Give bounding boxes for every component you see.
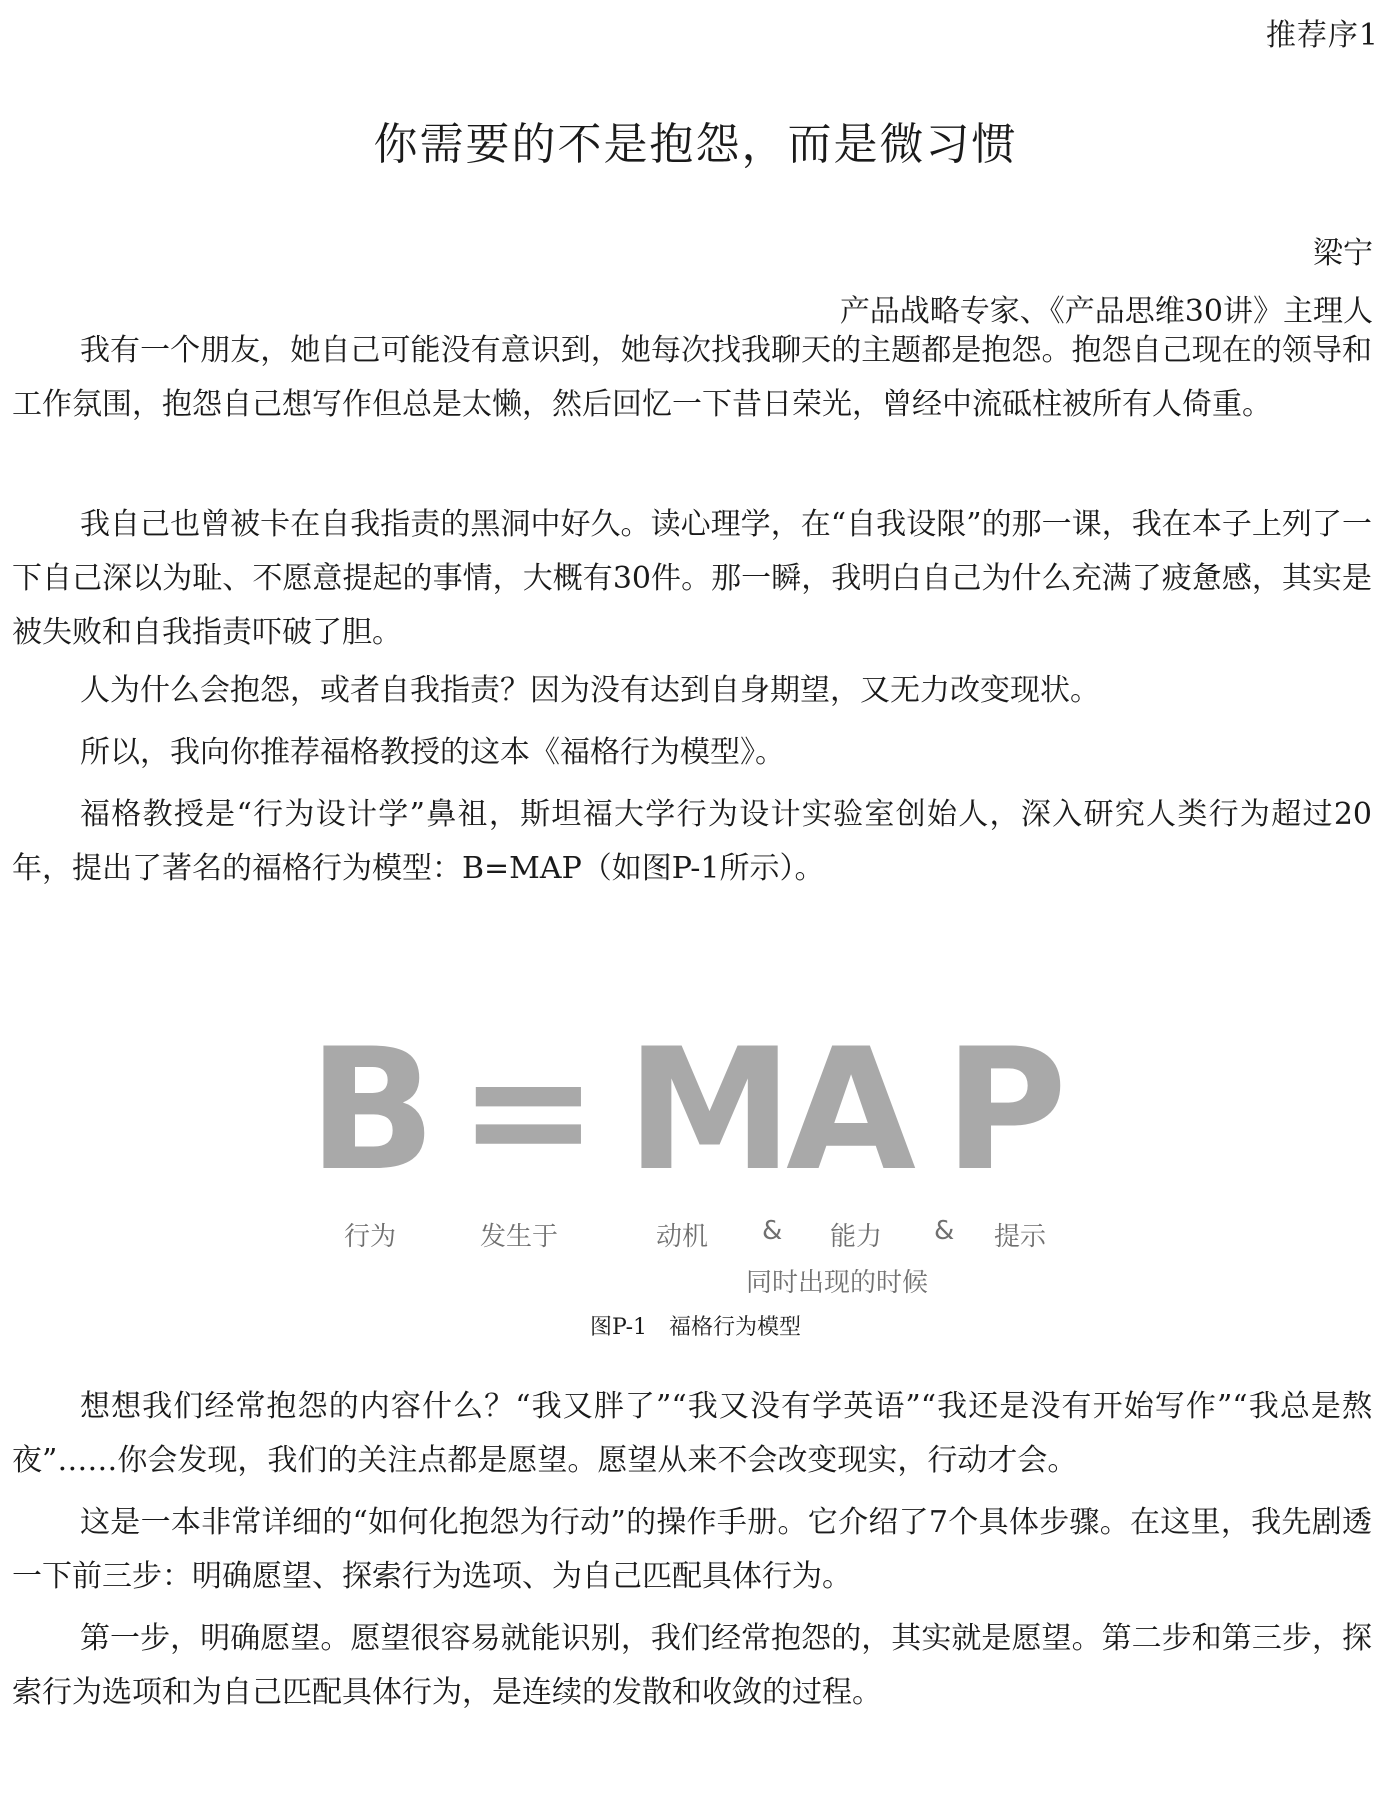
label-occurs-when: 发生于 xyxy=(480,1222,559,1252)
paragraph: 人为什么会抱怨，或者自我指责？因为没有达到自身期望，又无力改变现状。 xyxy=(80,673,1100,708)
paragraph: 我有一个朋友，她自己可能没有意识到，她每次找我聊天的主题都是抱怨。抱怨自己现在的领导和工作氛围，抱怨自己想写作但总是太懒，然后回忆一下昔日荣光，曾经中流砥柱被所有人倚重。 xyxy=(12,333,1372,422)
paragraph: 福格教授是“行为设计学”鼻祖，斯坦福大学行为设计实验室创始人，深入研究人类行为超过20年，提出了著名的福格行为模型：B=MAP（如图P-1所示）。 xyxy=(12,797,1372,886)
page-title: 你需要的不是抱怨，而是微习惯 xyxy=(373,119,1018,170)
label-prompt: 提示 xyxy=(994,1222,1047,1252)
paragraph: 想想我们经常抱怨的内容什么？“我又胖了”“我又没有学英语”“我还是没有开始写作”“我总是熬夜”……你会发现，我们的关注点都是愿望。愿望从来不会改变现实，行动才会。 xyxy=(12,1389,1372,1478)
label-converge: 同时出现的时候 xyxy=(746,1268,929,1298)
figure-caption-text: 福格行为模型 xyxy=(669,1315,802,1340)
label-ability: 能力 xyxy=(830,1222,883,1252)
formula-equals: = xyxy=(458,1012,599,1208)
figure-caption-number: 图P-1 xyxy=(589,1315,647,1340)
formula-letter-a: A xyxy=(786,1012,917,1208)
label-motivation: 动机 xyxy=(656,1222,709,1252)
label-behavior: 行为 xyxy=(344,1222,397,1252)
figure-caption xyxy=(0,1310,1391,1341)
formula-labels xyxy=(0,1216,1391,1306)
bmap-formula xyxy=(308,1012,1088,1208)
label-amp-1: & xyxy=(762,1216,783,1246)
formula-letter-b: B xyxy=(308,1012,437,1208)
formula-letter-m: M xyxy=(626,1012,794,1208)
paragraph: 第一步，明确愿望。愿望很容易就能识别，我们经常抱怨的，其实就是愿望。第二步和第三步，探索行为选项和为自己匹配具体行为，是连续的发散和收敛的过程。 xyxy=(12,1621,1372,1710)
bmap-figure xyxy=(0,1012,1391,1298)
formula-letter-p: P xyxy=(944,1012,1068,1208)
paragraph: 所以，我向你推荐福格教授的这本《福格行为模型》。 xyxy=(80,735,785,770)
author-name: 梁宁 xyxy=(1313,236,1373,271)
section-header-label: 推荐序1 xyxy=(1265,18,1379,53)
paragraph: 这是一本非常详细的“如何化抱怨为行动”的操作手册。它介绍了7个具体步骤。在这里，我先剧透一下前三步：明确愿望、探索行为选项、为自己匹配具体行为。 xyxy=(12,1505,1372,1594)
paragraph: 我自己也曾被卡在自我指责的黑洞中好久。读心理学，在“自我设限”的那一课，我在本子上列了一下自己深以为耻、不愿意提起的事情，大概有30件。那一瞬，我明白自己为什么充满了疲惫感，其实是被失败和自我指责吓破了胆。 xyxy=(12,507,1372,650)
author-role: 产品战略专家、《产品思维30讲》主理人 xyxy=(839,294,1373,329)
label-amp-2: & xyxy=(934,1216,955,1246)
